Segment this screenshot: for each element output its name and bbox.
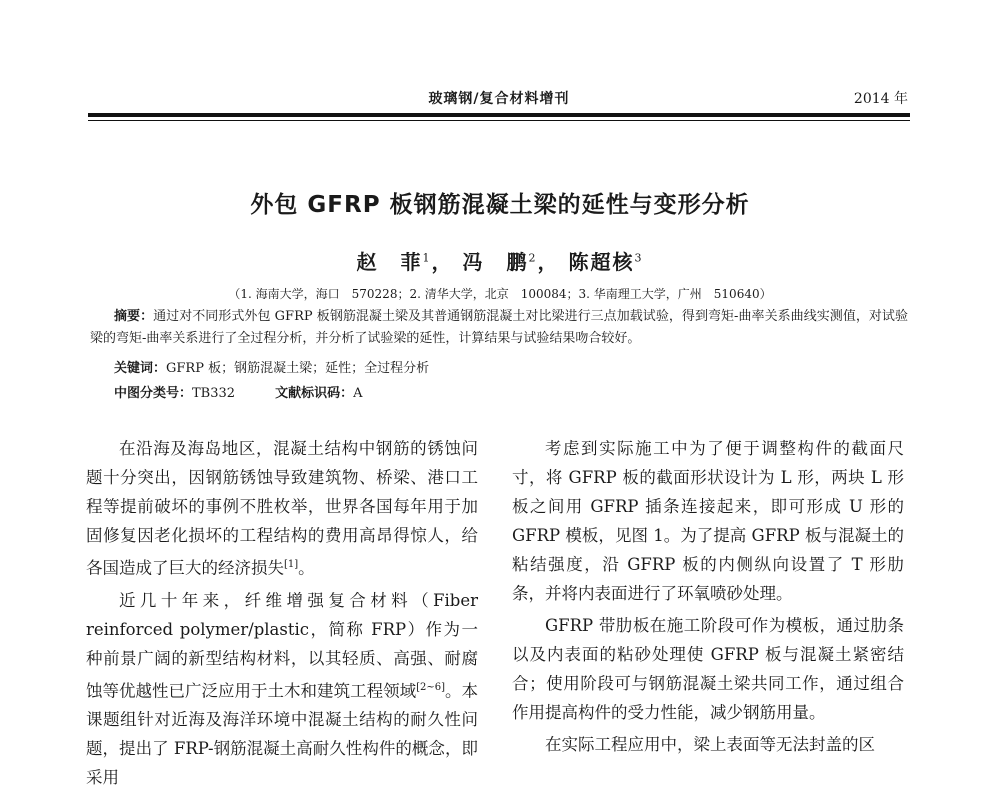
affiliation-mark: 2	[528, 251, 538, 265]
keywords-text: GFRP 板；钢筋混凝土梁；延性；全过程分析	[166, 361, 430, 376]
body-column-right	[512, 434, 904, 762]
affiliation-mark: 1	[422, 251, 432, 265]
abstract	[90, 306, 908, 350]
citation-ref: [2~6]	[416, 681, 445, 693]
keywords	[114, 357, 429, 376]
issue-year: 2014 年	[853, 91, 908, 107]
body-column-left	[86, 434, 478, 795]
author-name: 赵 菲	[356, 250, 423, 274]
journal-name: 玻璃钢/复合材料增刊	[428, 91, 570, 107]
header-rule-thick	[88, 113, 910, 117]
paragraph-text: 。本课题组针对近海及海洋环境中混凝土结构的耐久性问题，提出了 FRP-钢筋混凝土高耐久性构件的概念，即采用	[86, 681, 479, 787]
body-paragraph: 考虑到实际施工中为了便于调整构件的截面尺寸，将 GFRP 板的截面形状设计为 L 形，两块 L 形板之间用 GFRP 插条连接起来，即可形成 U 形的 GFRP 模板，见图 1。为了提高 GFRP 板与混凝土的粘结强度，沿 GFRP 板的内侧纵向设置了 T 形肋条，并将内表面进行了环氧喷砂处理。	[512, 439, 904, 603]
abstract-label: 摘要：	[114, 309, 154, 324]
clc-label: 中图分类号：	[114, 386, 193, 401]
author-name: 冯 鹏	[462, 250, 529, 274]
article-title: 外包 GFRP 板钢筋混凝土梁的延性与变形分析	[250, 192, 750, 218]
doc-code-label: 文献标识码：	[275, 386, 354, 401]
abstract-text: 通过对不同形式外包 GFRP 板钢筋混凝土梁及其普通钢筋混凝土对比梁进行三点加载试验，得到弯矩-曲率关系曲线实测值，对试验梁的弯矩-曲率关系进行了全过程分析，并分析了试验梁的延性，计算结果与试验结果吻合较好。	[90, 309, 908, 346]
keywords-label: 关键词：	[114, 361, 167, 376]
body-paragraph: 在实际工程应用中，梁上表面等无法封盖的区	[545, 735, 875, 754]
affiliation-mark: 3	[634, 251, 644, 265]
body-paragraph	[86, 434, 478, 583]
affiliations: （1. 海南大学，海口 570228；2. 清华大学，北京 100084；3. 华南理工大学，广州 510640）	[228, 287, 772, 301]
classification-line	[114, 382, 362, 401]
citation-ref: [1]	[284, 559, 299, 570]
paragraph-text: 。	[298, 558, 315, 578]
clc-value: TB332	[192, 386, 236, 401]
paragraph-text: 在沿海及海岛地区，混凝土结构中钢筋的锈蚀问题十分突出，因钢筋锈蚀导致建筑物、桥梁、港口工程等提前破坏的事例不胜枚举，世界各国每年用于加固修复因老化损坏的工程结构的费用高昂得惊人，给各国造成了巨大的经济损失	[86, 439, 478, 578]
running-head	[90, 88, 908, 108]
paragraph-text: 近几十年来，纤维增强复合材料（Fiber reinforced polymer/plastic，简称 FRP）作为一种前景广阔的新型结构材料，以其轻质、高强、耐腐蚀等优越性已广泛应用于土木和建筑工程领域	[86, 590, 478, 700]
body-paragraph	[86, 586, 478, 793]
author-list: 赵 菲$^1$， 冯 鹏$^2$， 陈超核$^3$	[356, 250, 644, 274]
doc-code-value: A	[353, 386, 363, 401]
header-rule-thin	[88, 120, 910, 121]
author-name: 陈超核	[568, 250, 635, 274]
body-paragraph: GFRP 带肋板在施工阶段可作为模板，通过肋条以及内表面的粘砂处理使 GFRP 板与混凝土紧密结合；使用阶段可与钢筋混凝土梁共同工作，通过组合作用提高构件的受力性能，减少钢筋用量。	[512, 616, 904, 722]
